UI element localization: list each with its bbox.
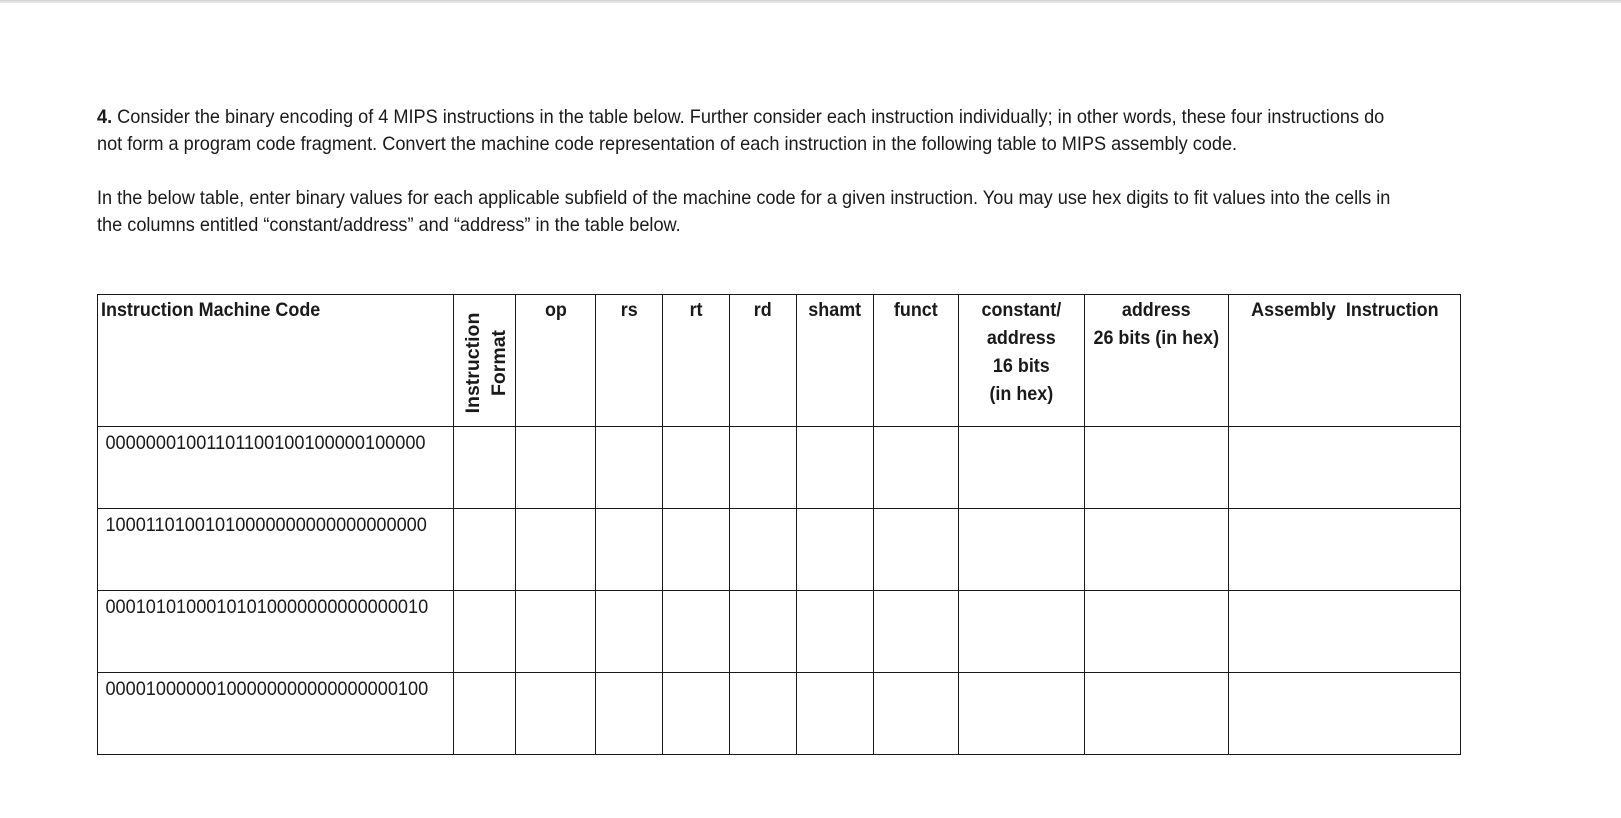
format-cell[interactable] [454, 591, 516, 673]
shamt-cell[interactable] [797, 509, 874, 591]
shamt-cell[interactable] [797, 591, 874, 673]
rt-cell[interactable] [663, 591, 730, 673]
rd-cell[interactable] [730, 427, 797, 509]
assembly-cell[interactable] [1229, 509, 1461, 591]
funct-cell[interactable] [874, 673, 959, 755]
header-const-line-2: address [987, 327, 1056, 349]
assembly-cell[interactable] [1229, 427, 1461, 509]
header-const-line-1: constant/ [981, 299, 1062, 321]
format-cell[interactable] [454, 673, 516, 755]
header-rs: rs [596, 295, 663, 427]
question-paragraph-1 [97, 104, 1418, 158]
constant-address-cell[interactable] [959, 673, 1085, 755]
op-cell[interactable] [516, 427, 596, 509]
machine-code-cell: 00001000000100000000000000000100 [98, 673, 454, 755]
header-const-line-3: 16 bits [993, 355, 1050, 377]
header-format-line-2: Format [488, 329, 511, 397]
table-row [98, 509, 1461, 591]
address-cell[interactable] [1085, 673, 1229, 755]
header-const-line-4: (in hex) [989, 383, 1054, 405]
rs-cell[interactable] [596, 427, 663, 509]
machine-code-cell: 10001101001010000000000000000000 [98, 509, 454, 591]
constant-address-cell[interactable] [959, 427, 1085, 509]
address-cell[interactable] [1085, 427, 1229, 509]
rs-cell[interactable] [596, 673, 663, 755]
op-cell[interactable] [516, 591, 596, 673]
machine-code-cell: 00000001001101100100100000100000 [98, 427, 454, 509]
op-cell[interactable] [516, 673, 596, 755]
header-constant-address [959, 295, 1085, 427]
header-funct: funct [874, 295, 959, 427]
assembly-cell[interactable] [1229, 591, 1461, 673]
header-address [1085, 295, 1229, 427]
header-assembly-instruction: Assembly Instruction [1229, 295, 1461, 427]
assembly-cell[interactable] [1229, 673, 1461, 755]
header-shamt: shamt [797, 295, 874, 427]
mips-encoding-table [97, 294, 1461, 755]
funct-cell[interactable] [874, 427, 959, 509]
op-cell[interactable] [516, 509, 596, 591]
funct-cell[interactable] [874, 591, 959, 673]
table-header-row [98, 295, 1461, 427]
shamt-cell[interactable] [797, 673, 874, 755]
format-cell[interactable] [454, 509, 516, 591]
rd-cell[interactable] [730, 591, 797, 673]
funct-cell[interactable] [874, 509, 959, 591]
header-machine-code: Instruction Machine Code [98, 295, 454, 427]
rs-cell[interactable] [596, 509, 663, 591]
header-instruction-format [454, 295, 516, 427]
table-row [98, 673, 1461, 755]
rt-cell[interactable] [663, 673, 730, 755]
header-address-line-2: 26 bits (in hex) [1093, 327, 1220, 349]
question-number: 4. [97, 106, 113, 128]
address-cell[interactable] [1085, 509, 1229, 591]
table-row [98, 591, 1461, 673]
question-text-line-1: Consider the binary encoding of 4 MIPS instructions in the table below. Further consider each instruction individually; in other words, these four instructions do [117, 106, 1385, 128]
header-rd: rd [730, 295, 797, 427]
rt-cell[interactable] [663, 509, 730, 591]
top-border [0, 0, 1621, 3]
rd-cell[interactable] [730, 509, 797, 591]
question-text-line-2: not form a program code fragment. Convert the machine code representation of each instruction in the following table to MIPS assembly code. [97, 133, 1238, 155]
constant-address-cell[interactable] [959, 509, 1085, 591]
header-rt: rt [663, 295, 730, 427]
instructions-text-line-1: In the below table, enter binary values for each applicable subfield of the machine code for a given instruction. You may use hex digits to fit values into the cells in [97, 187, 1391, 209]
rs-cell[interactable] [596, 591, 663, 673]
rt-cell[interactable] [663, 427, 730, 509]
header-address-line-1: address [1122, 299, 1191, 321]
shamt-cell[interactable] [797, 427, 874, 509]
rd-cell[interactable] [730, 673, 797, 755]
format-cell[interactable] [454, 427, 516, 509]
question-paragraph-2 [97, 185, 1418, 239]
instructions-text-line-2: the columns entitled “constant/address” and “address” in the table below. [97, 214, 681, 236]
machine-code-cell: 00010101000101010000000000000010 [98, 591, 454, 673]
header-format-line-1: Instruction [462, 312, 485, 414]
address-cell[interactable] [1085, 591, 1229, 673]
constant-address-cell[interactable] [959, 591, 1085, 673]
table-row [98, 427, 1461, 509]
header-op: op [516, 295, 596, 427]
